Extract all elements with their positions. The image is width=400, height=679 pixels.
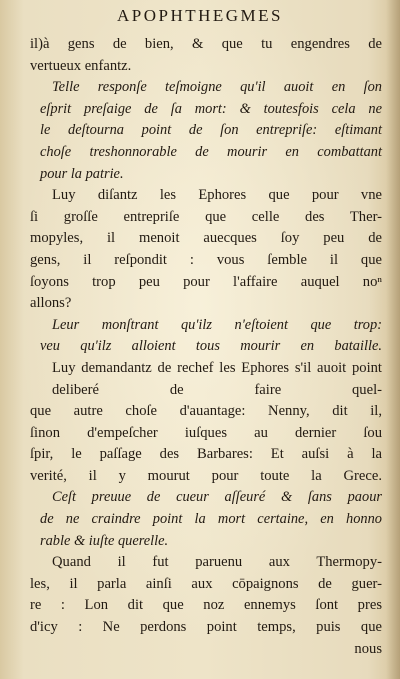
text-line: vertueux enfantz.	[30, 57, 132, 74]
text-line-italic: le deſtourna point de ſon entrepriſe: eſtimant	[40, 122, 382, 139]
text-line: verité, il y mourut pour toute la Grece.	[30, 467, 382, 484]
text-line: Quand il fut paruenu aux Thermopy-	[52, 554, 382, 571]
text-line: ſi groſſe entrepriſe que celle des Ther-	[30, 208, 382, 225]
text-line-italic: pour la patrie.	[40, 165, 124, 182]
text-line-italic: Ceſt preuue de cueur aſſeuré & ſans paour	[52, 489, 382, 506]
text-line-italic: choſe treshonnorable de mourir en combattant	[40, 143, 382, 160]
text-line-italic: rable & iuſte querelle.	[40, 532, 169, 549]
text-line: gens, il reſpondit : vous ſemble il que	[30, 251, 382, 268]
running-header: APOPHTHEGMES	[116, 6, 284, 25]
text-line-italic: veu qu'ilz alloient tous mourir en bataille.	[40, 338, 382, 355]
text-line: d'icy : Ne perdons point temps, puis que	[30, 619, 382, 636]
body-text	[30, 34, 382, 660]
text-line: ſinon d'empeſcher iuſques au dernier ſou	[30, 424, 382, 441]
text-line-italic: eſprit preſaige de ſa mort: & toutesfois cela ne	[40, 100, 382, 117]
text-line: les, il parla ainſi aux cōpaignons de guer-	[30, 575, 382, 592]
text-line: re : Lon dit que noz ennemys ſont pres	[30, 597, 382, 614]
text-line-italic: Leur monſtrant qu'ilz n'eſtoient que trop:	[52, 316, 382, 333]
text-line: allons?	[30, 295, 72, 312]
text-line: mopyles, il menoit auecques ſoy peu de	[30, 230, 382, 247]
text-line-italic: Telle responſe teſmoigne qu'il auoit en ſon	[52, 79, 382, 96]
text-line: que autre choſe d'auantage: Nenny, dit il,	[30, 403, 382, 420]
catchword: nous	[354, 640, 382, 657]
text-line: Luy demandantz de rechef les Ephores s'il auoit point deliberé de faire quel-	[52, 359, 382, 398]
text-line: ſoyons trop peu pour l'affaire auquel noⁿ	[30, 273, 382, 290]
text-line: il)à gens de bien, & que tu engendres de	[30, 36, 382, 52]
text-line-italic: de ne craindre point la mort certaine, en honno	[40, 511, 382, 528]
page-spine-shadow	[386, 0, 400, 679]
text-line: Luy diſantz les Ephores que pour vne	[52, 187, 382, 204]
text-line: ſpir, le paſſage des Barbares: Et auſsi à la	[30, 446, 382, 463]
